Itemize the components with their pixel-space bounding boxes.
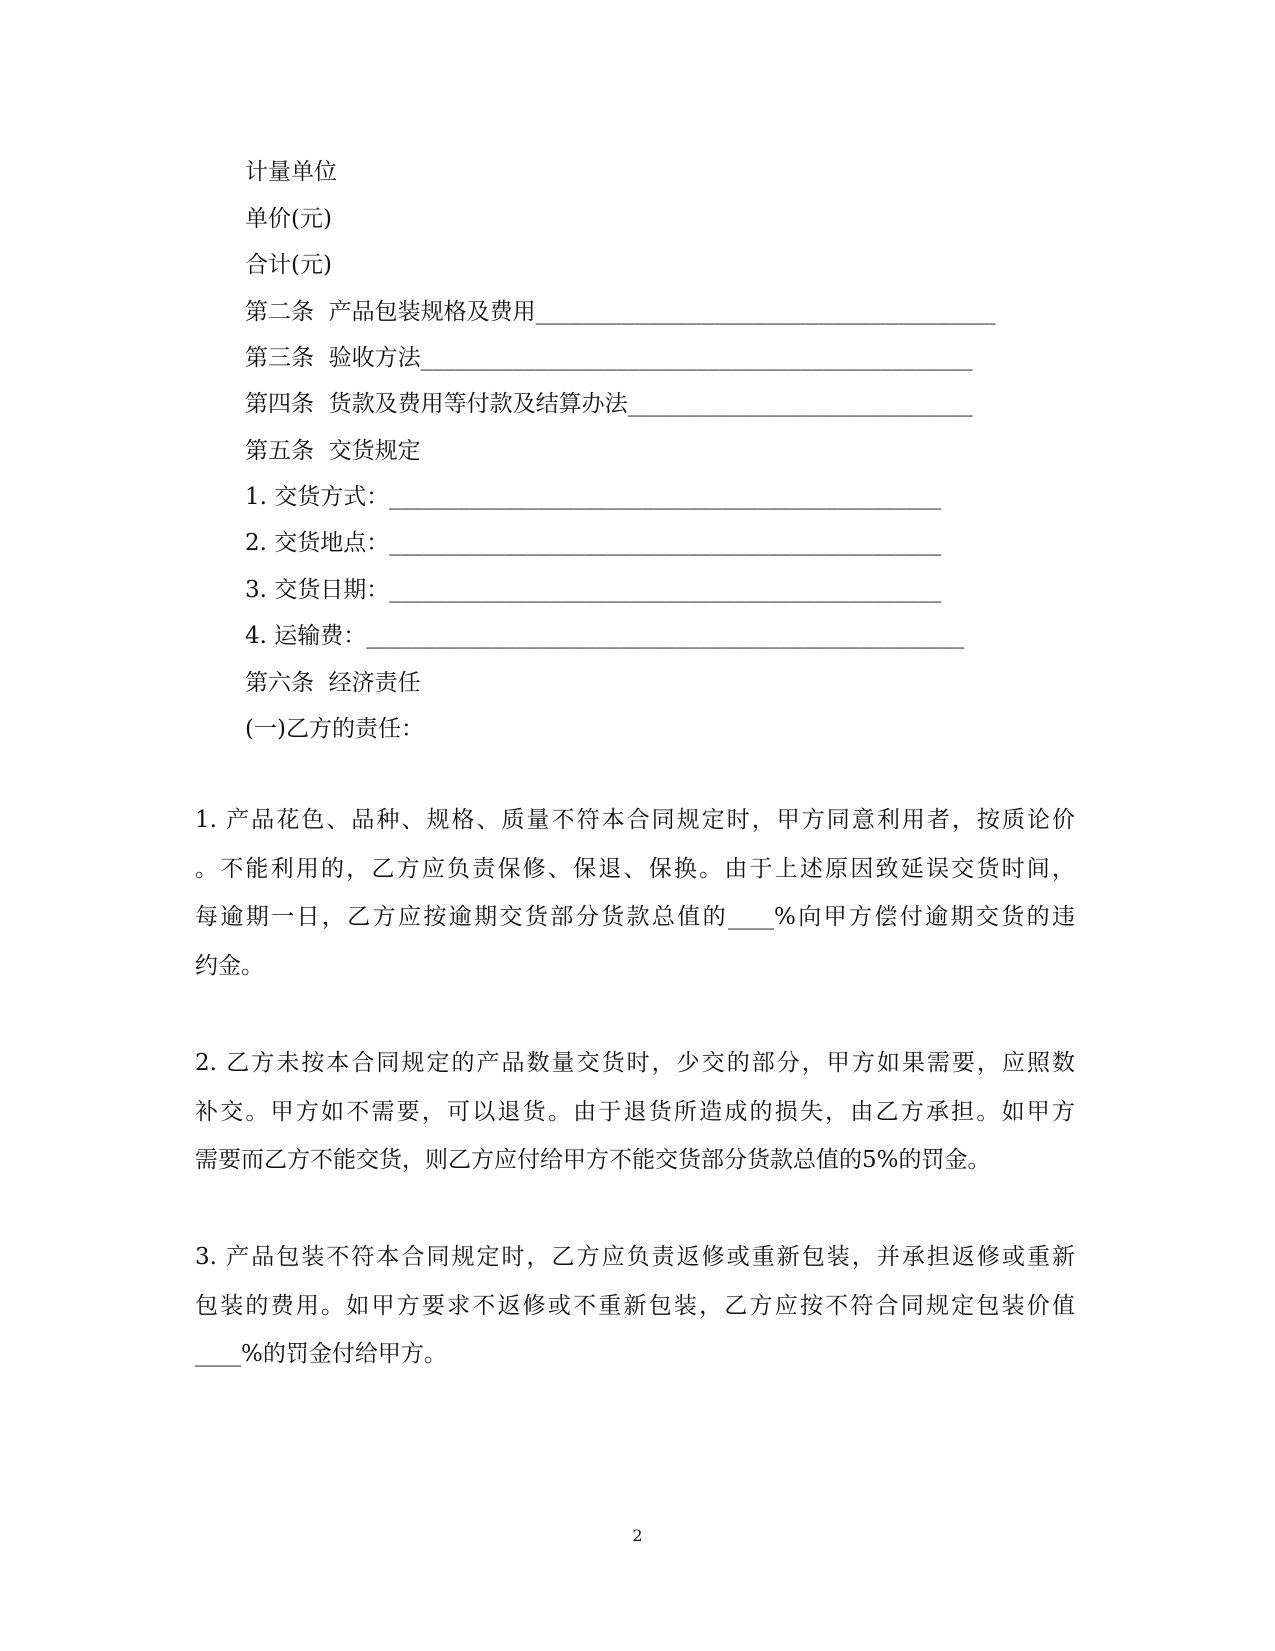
- line-total: 合计(元): [245, 252, 332, 278]
- article-6-heading: 第六条 经济责任: [245, 670, 421, 696]
- article-5-heading: 第五条 交货规定: [245, 438, 421, 464]
- paragraph-line: 每逾期一日，乙方应按逾期交货部分货款总值的____%向甲方偿付逾期交货的违: [195, 904, 1075, 930]
- paragraph-line: 3. 产品包装不符本合同规定时，乙方应负责返修或重新包装，并承担返修或重新: [195, 1244, 1075, 1270]
- line-unit-price: 单价(元): [245, 206, 332, 232]
- delivery-method-line: 1. 交货方式：________________________________________________: [245, 484, 942, 510]
- paragraph-line: 1. 产品花色、品种、规格、质量不符本合同规定时，甲方同意利用者，按质论价: [195, 807, 1075, 833]
- paragraph-line: 补交。甲方如不需要，可以退货。由于退货所造成的损失，由乙方承担。如甲方: [195, 1098, 1075, 1125]
- freight-line: 4. 运输费：____________________________________________________: [245, 623, 965, 649]
- paragraph-line: 2. 乙方未按本合同规定的产品数量交货时，少交的部分，甲方如果需要，应照数: [195, 1050, 1075, 1076]
- delivery-place-line: 2. 交货地点：________________________________________________: [245, 530, 942, 556]
- paragraph-line: 需要而乙方不能交货，则乙方应付给甲方不能交货部分货款总值的5%的罚金。: [195, 1147, 991, 1173]
- article-2-packaging: 第二条 产品包装规格及费用________________________________________: [245, 299, 996, 325]
- paragraph-line: 。不能利用的，乙方应负责保修、保退、保换。由于上述原因致延误交货时间，: [195, 855, 1075, 882]
- article-3-acceptance: 第三条 验收方法________________________________________________: [245, 345, 973, 371]
- party-b-responsibility-heading: (一)乙方的责任：: [245, 716, 424, 742]
- clause-3-paragraph: [195, 1233, 1075, 1379]
- clause-2-paragraph: [195, 1039, 1075, 1185]
- delivery-date-line: 3. 交货日期：________________________________________________: [245, 577, 942, 603]
- clause-1-paragraph: [195, 796, 1075, 990]
- paragraph-line: 包装的费用。如甲方要求不返修或不重新包装，乙方应按不符合同规定包装价值: [195, 1292, 1075, 1319]
- article-4-payment: 第四条 货款及费用等付款及结算办法______________________________: [245, 391, 973, 417]
- paragraph-line: ____%的罚金付给甲方。: [195, 1341, 447, 1367]
- page-number: 2: [632, 1526, 643, 1545]
- paragraph-line: 约金。: [195, 952, 264, 979]
- line-unit: 计量单位: [245, 159, 337, 185]
